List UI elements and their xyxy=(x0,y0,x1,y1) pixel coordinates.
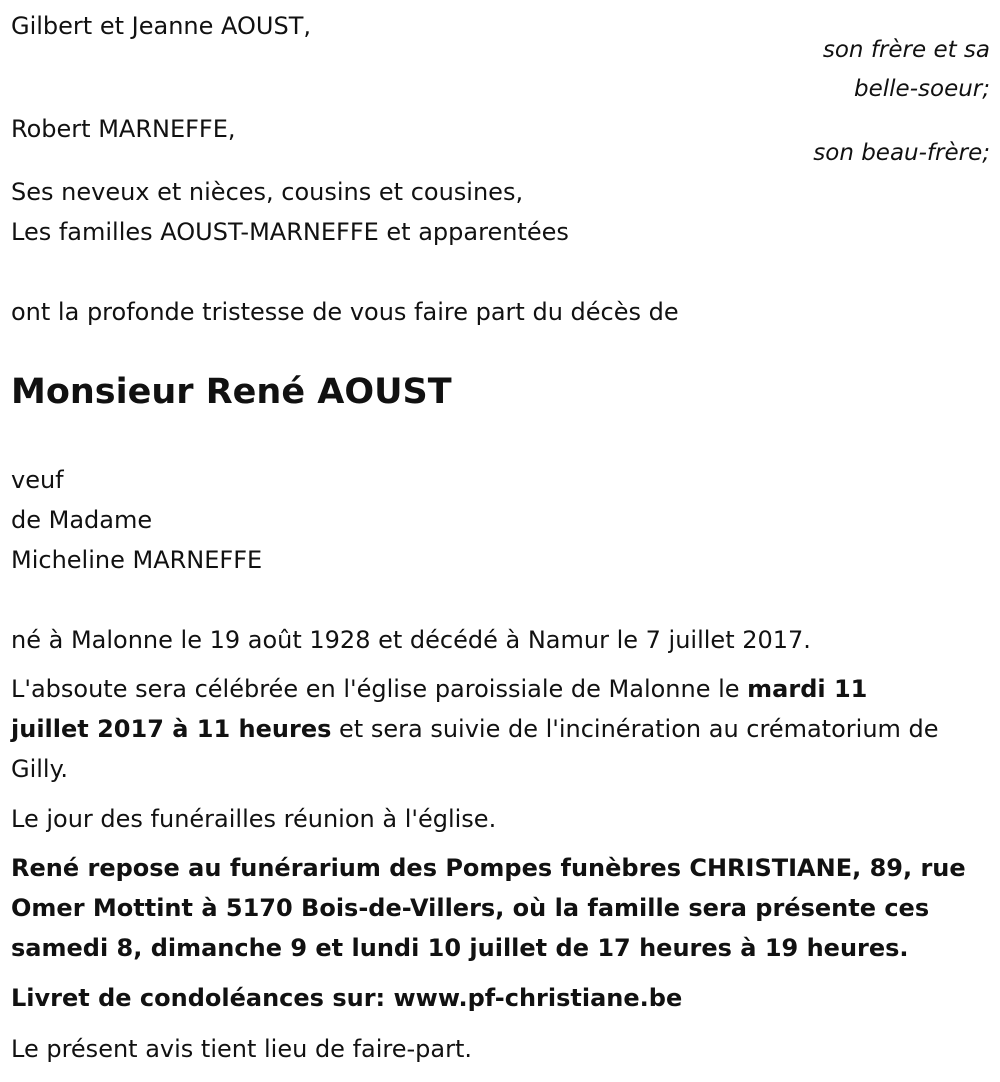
ceremony-paragraph xyxy=(11,669,991,789)
ceremony-text-continued: et sera suivie de l'incinération au crématorium de xyxy=(331,715,939,743)
condolences-link[interactable]: Livret de condoléances sur: www.pf-christiane.be xyxy=(11,984,683,1012)
deceased-name: Monsieur René AOUST xyxy=(11,372,452,412)
relative-relation-1b: belle-soeur; xyxy=(854,76,990,102)
birth-death-text: né à Malonne le 19 août 1928 et décédé à Namur le 7 juillet 2017. xyxy=(11,626,811,654)
relative-name-1: Gilbert et Jeanne AOUST, xyxy=(11,12,311,40)
repose-line-1: René repose au funérarium des Pompes funèbres CHRISTIANE, 89, rue xyxy=(11,854,966,882)
spouse-line-1: veuf xyxy=(11,466,64,494)
extended-family-line-1: Ses neveux et nièces, cousins et cousines, xyxy=(11,178,524,206)
meeting-text: Le jour des funérailles réunion à l'église. xyxy=(11,805,497,833)
announcement-text: ont la profonde tristesse de vous faire part du décès de xyxy=(11,298,679,326)
relative-name-2: Robert MARNEFFE, xyxy=(11,115,236,143)
ceremony-text-start: L'absoute sera célébrée en l'église paroissiale de Malonne le xyxy=(11,675,748,703)
extended-family-line-2: Les familles AOUST-MARNEFFE et apparentées xyxy=(11,218,569,246)
relative-relation-2: son beau-frère; xyxy=(813,140,990,166)
spouse-line-2: de Madame xyxy=(11,506,153,534)
footer-text: Le présent avis tient lieu de faire-part. xyxy=(11,1035,473,1063)
ceremony-date-1: mardi 11 xyxy=(747,675,868,703)
repose-line-2: Omer Mottint à 5170 Bois-de-Villers, où la famille sera présente ces xyxy=(11,894,930,922)
repose-paragraph xyxy=(11,848,991,968)
ceremony-date-2: juillet 2017 à 11 heures xyxy=(11,715,332,743)
ceremony-text-end: Gilly. xyxy=(11,755,69,783)
spouse-line-3: Micheline MARNEFFE xyxy=(11,546,263,574)
relative-relation-1a: son frère et sa xyxy=(822,37,990,63)
repose-line-3: samedi 8, dimanche 9 et lundi 10 juillet de 17 heures à 19 heures. xyxy=(11,934,909,962)
